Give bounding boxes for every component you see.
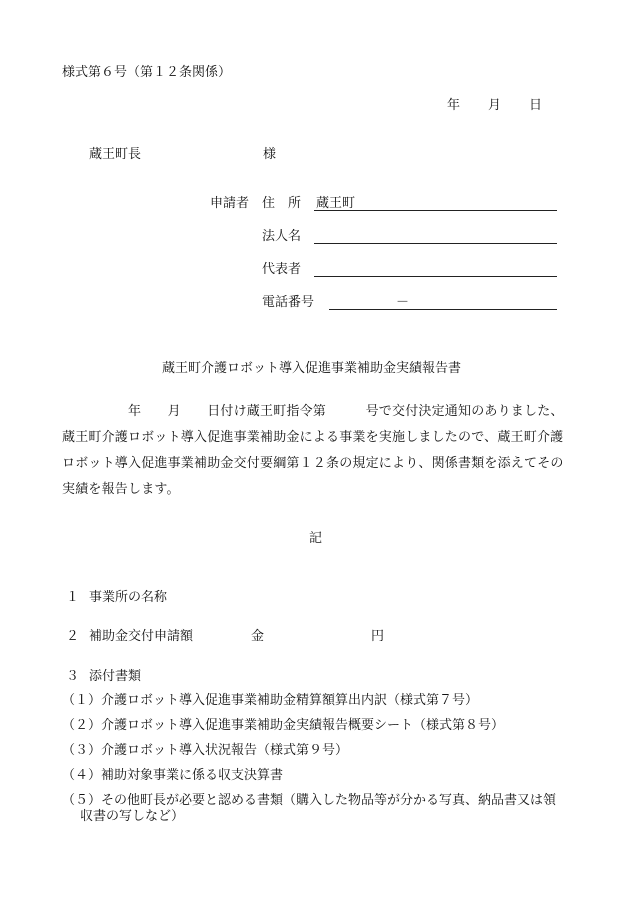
- representative-underline: [314, 276, 557, 277]
- item-2-currency: 金: [251, 629, 265, 644]
- body-line-1: 年 月 日付け蔵王町指令第 号で交付決定通知のありました、: [128, 404, 564, 419]
- attachment-item-4: （４）補助対象事業に係る収支決算書: [62, 768, 284, 783]
- address-underline: [314, 210, 557, 211]
- date-month-label: 月: [488, 98, 502, 113]
- date-day-label: 日: [529, 98, 543, 113]
- representative-label: 代表者: [262, 262, 302, 277]
- body-line-4: 実績を報告します。: [62, 482, 180, 497]
- address-value: 蔵王町: [316, 196, 356, 211]
- applicant-label: 申請者: [210, 196, 250, 211]
- item-3-label: 添付書類: [89, 669, 142, 684]
- phone-underline: [329, 309, 557, 310]
- document-title: 蔵王町介護ロボット導入促進事業補助金実績報告書: [162, 361, 462, 376]
- body-paragraph: [62, 399, 582, 503]
- attachment-item-1: （１）介護ロボット導入促進事業補助金精算額算出内訳（様式第７号）: [62, 693, 479, 708]
- body-line-2: 蔵王町介護ロボット導入促進事業補助金による事業を実施しましたので、蔵王町介護: [62, 430, 564, 445]
- item-1-label: 事業所の名称: [89, 590, 168, 605]
- attachment-item-5-line-1: （５）その他町長が必要と認める書類（購入した物品等が分かる写真、納品書又は領: [62, 793, 557, 808]
- attachment-item-3: （３）介護ロボット導入状況報告（様式第９号）: [62, 743, 349, 758]
- item-2-number: ２: [66, 629, 80, 644]
- item-1-number: １: [66, 590, 80, 605]
- item-2-unit: 円: [371, 629, 385, 644]
- attachment-item-5-line-2: 収書の写しなど）: [80, 809, 185, 824]
- address-label: 住 所: [262, 196, 302, 211]
- date-year-label: 年: [447, 98, 461, 113]
- phone-label: 電話番号: [262, 295, 315, 310]
- addressee-honorific: 様: [263, 147, 277, 162]
- attachment-item-2: （２）介護ロボット導入促進事業補助金実績報告概要シート（様式第８号）: [62, 718, 505, 733]
- item-2-label: 補助金交付申請額: [89, 629, 194, 644]
- addressee-name: 蔵王町長: [89, 147, 142, 162]
- phone-separator: －: [396, 295, 410, 310]
- form-number: 様式第６号（第１２条関係）: [62, 65, 232, 80]
- body-line-3: ロボット導入促進事業補助金交付要綱第１２条の規定により、関係書類を添えてその: [62, 456, 564, 471]
- note-heading: 記: [309, 531, 323, 546]
- corp-name-label: 法人名: [262, 229, 302, 244]
- corp-name-underline: [314, 243, 557, 244]
- item-3-number: ３: [66, 669, 80, 684]
